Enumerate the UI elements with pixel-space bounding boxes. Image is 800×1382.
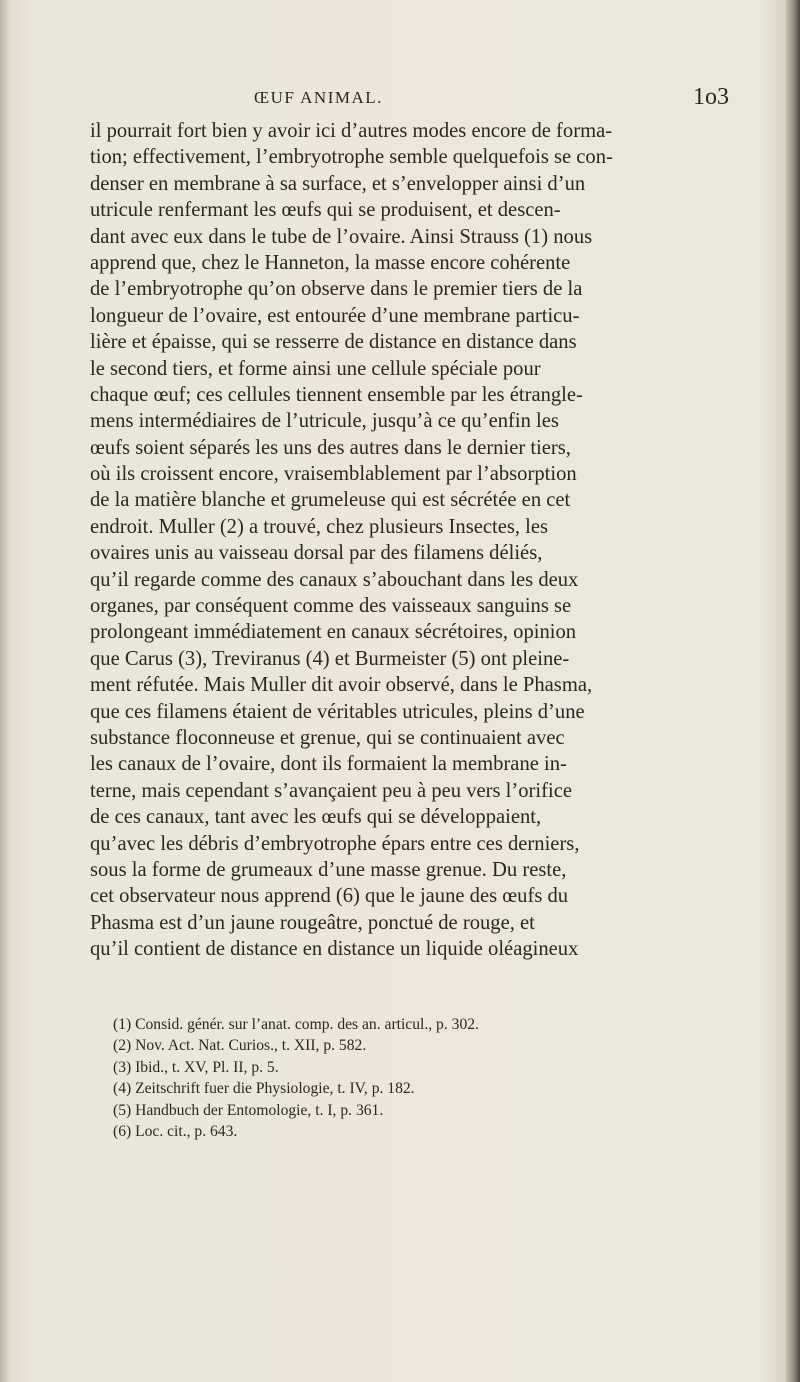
- text-line: qu’il contient de distance en distance un liquide oléagineux: [90, 938, 579, 961]
- text-line: où ils croissent encore, vraisemblablement par l’absorption: [90, 463, 577, 486]
- text-line: apprend que, chez le Hanneton, la masse encore cohérente: [90, 251, 571, 274]
- text-line: de la matière blanche et grumeleuse qui est sécrétée en cet: [90, 489, 571, 512]
- text-line: cet observateur nous apprend (6) que le jaune des œufs du: [90, 885, 569, 908]
- footnote: (2) Nov. Act. Nat. Curios., t. XII, p. 582.: [113, 1037, 367, 1055]
- page-edge-shadow: [786, 0, 800, 1382]
- text-line: utricule renfermant les œufs qui se produisent, et descen-: [90, 199, 561, 222]
- footnote: (3) Ibid., t. XV, Pl. II, p. 5.: [113, 1058, 279, 1076]
- text-line: organes, par conséquent comme des vaisseaux sanguins se: [90, 595, 572, 618]
- text-line: denser en membrane à sa surface, et s’envelopper ainsi d’un: [90, 172, 586, 195]
- text-line: que ces filamens étaient de véritables utricules, pleins d’une: [90, 700, 585, 723]
- text-line: dant avec eux dans le tube de l’ovaire. Ainsi Strauss (1) nous: [90, 225, 593, 248]
- main-text-block: [90, 118, 756, 963]
- text-line: terne, mais cependant s’avançaient peu à peu vers l’orifice: [90, 779, 573, 802]
- text-line: œufs soient séparés les uns des autres dans le dernier tiers,: [90, 436, 571, 459]
- text-line: sous la forme de grumeaux d’une masse grenue. Du reste,: [90, 858, 567, 881]
- page-header: [70, 84, 750, 118]
- page-gutter-shadow: [0, 0, 10, 1382]
- text-line: qu’il regarde comme des canaux s’abouchant dans les deux: [90, 568, 579, 591]
- footnote: (4) Zeitschrift fuer die Physiologie, t. IV, p. 182.: [113, 1080, 415, 1098]
- text-line: que Carus (3), Treviranus (4) et Burmeister (5) ont pleine-: [90, 647, 570, 670]
- footnote: (1) Consid. génér. sur l’anat. comp. des an. articul., p. 302.: [113, 1016, 479, 1033]
- text-line: endroit. Muller (2) a trouvé, chez plusieurs Insectes, les: [90, 515, 549, 538]
- text-line: il pourrait fort bien y avoir ici d’autres modes encore de forma-: [90, 120, 613, 142]
- text-line: ment réfutée. Mais Muller dit avoir observé, dans le Phasma,: [90, 674, 593, 697]
- footnotes: [113, 1014, 713, 1142]
- text-line: le second tiers, et forme ainsi une cellule spéciale pour: [90, 357, 541, 380]
- text-line: de ces canaux, tant avec les œufs qui se développaient,: [90, 806, 542, 829]
- running-head: ŒUF ANIMAL.: [254, 88, 383, 107]
- footnote: (6) Loc. cit., p. 643.: [113, 1123, 238, 1141]
- footnote: (5) Handbuch der Entomologie, t. I, p. 361.: [113, 1101, 384, 1119]
- text-line: lière et épaisse, qui se resserre de distance en distance dans: [90, 331, 577, 354]
- text-line: mens intermédiaires de l’utricule, jusqu’à ce qu’enfin les: [90, 410, 559, 433]
- text-line: prolongeant immédiatement en canaux sécrétoires, opinion: [90, 621, 577, 644]
- text-line: tion; effectivement, l’embryotrophe semble quelquefois se con-: [90, 146, 613, 169]
- text-line: chaque œuf; ces cellules tiennent ensemble par les étrangle-: [90, 383, 583, 406]
- text-line: de l’embryotrophe qu’on observe dans le premier tiers de la: [90, 278, 583, 301]
- text-line: longueur de l’ovaire, est entourée d’une membrane particu-: [90, 304, 580, 327]
- text-line: substance floconneuse et grenue, qui se continuaient avec: [90, 726, 565, 749]
- text-line: Phasma est d’un jaune rougeâtre, ponctué de rouge, et: [90, 911, 535, 934]
- text-line: qu’avec les débris d’embryotrophe épars entre ces derniers,: [90, 832, 580, 855]
- page-number: 1o3: [693, 84, 729, 110]
- text-line: les canaux de l’ovaire, dont ils formaient la membrane in-: [90, 753, 567, 776]
- text-line: ovaires unis au vaisseau dorsal par des filamens déliés,: [90, 542, 543, 565]
